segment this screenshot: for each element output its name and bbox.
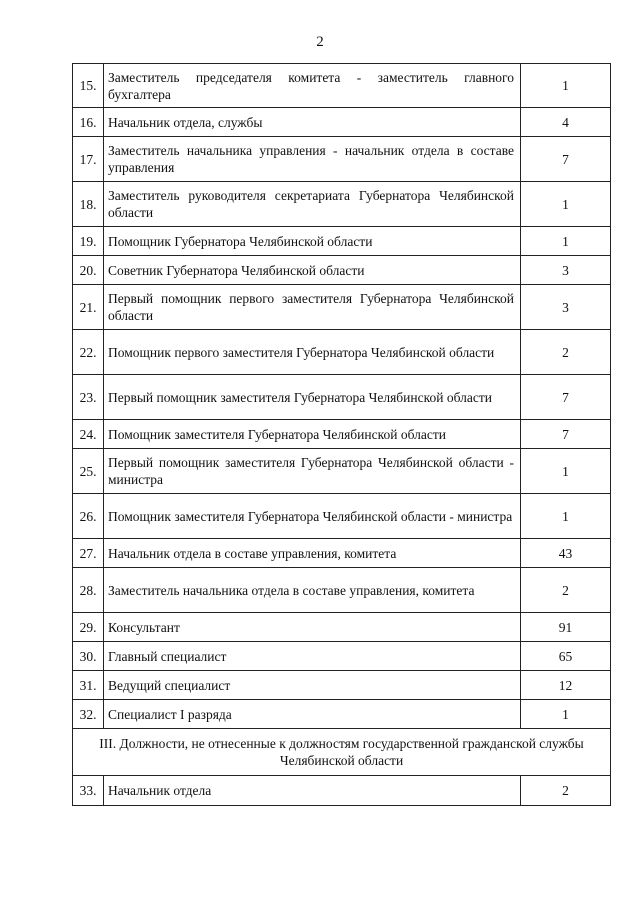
position-count: 3 bbox=[521, 256, 611, 285]
row-number: 32. bbox=[73, 700, 104, 729]
table-row bbox=[73, 256, 611, 285]
section-row bbox=[73, 729, 611, 776]
row-number: 28. bbox=[73, 568, 104, 613]
position-count: 43 bbox=[521, 539, 611, 568]
position-title: Начальник отдела, службы bbox=[104, 108, 521, 137]
row-number: 22. bbox=[73, 330, 104, 375]
row-number: 31. bbox=[73, 671, 104, 700]
position-count: 1 bbox=[521, 700, 611, 729]
page-number: 2 bbox=[316, 34, 324, 50]
position-count: 2 bbox=[521, 330, 611, 375]
row-number: 17. bbox=[73, 137, 104, 182]
row-number: 21. bbox=[73, 285, 104, 330]
position-count: 12 bbox=[521, 671, 611, 700]
position-title: Помощник заместителя Губернатора Челябинской области bbox=[104, 420, 521, 449]
position-title: Первый помощник первого заместителя Губернатора Челябинской области bbox=[104, 285, 521, 330]
position-count: 65 bbox=[521, 642, 611, 671]
table-row bbox=[73, 330, 611, 375]
table-row bbox=[73, 642, 611, 671]
position-count: 1 bbox=[521, 449, 611, 494]
position-title: Специалист I разряда bbox=[104, 700, 521, 729]
table-row bbox=[73, 375, 611, 420]
table-row bbox=[73, 776, 611, 806]
position-title: Помощник заместителя Губернатора Челябинской области - министра bbox=[104, 494, 521, 539]
table-row bbox=[73, 449, 611, 494]
row-number: 33. bbox=[73, 776, 104, 806]
position-count: 3 bbox=[521, 285, 611, 330]
position-title: Заместитель руководителя секретариата Губернатора Челябинской области bbox=[104, 182, 521, 227]
position-title: Первый помощник заместителя Губернатора Челябинской области - министра bbox=[104, 449, 521, 494]
row-number: 18. bbox=[73, 182, 104, 227]
table-row bbox=[73, 64, 611, 108]
position-title: Помощник Губернатора Челябинской области bbox=[104, 227, 521, 256]
position-count: 1 bbox=[521, 64, 611, 108]
row-number: 16. bbox=[73, 108, 104, 137]
position-count: 7 bbox=[521, 137, 611, 182]
row-number: 15. bbox=[73, 64, 104, 108]
position-title: Первый помощник заместителя Губернатора Челябинской области bbox=[104, 375, 521, 420]
section-heading: III. Должности, не отнесенные к должностям государственной гражданской службы Челябинской области bbox=[73, 729, 611, 776]
position-title: Консультант bbox=[104, 613, 521, 642]
position-title: Начальник отдела bbox=[104, 776, 521, 806]
table-row bbox=[73, 108, 611, 137]
row-number: 19. bbox=[73, 227, 104, 256]
table-row bbox=[73, 420, 611, 449]
row-number: 25. bbox=[73, 449, 104, 494]
row-number: 26. bbox=[73, 494, 104, 539]
table-row bbox=[73, 671, 611, 700]
position-count: 2 bbox=[521, 568, 611, 613]
position-title: Советник Губернатора Челябинской области bbox=[104, 256, 521, 285]
position-count: 1 bbox=[521, 494, 611, 539]
position-count: 4 bbox=[521, 108, 611, 137]
table-row bbox=[73, 137, 611, 182]
row-number: 27. bbox=[73, 539, 104, 568]
position-count: 1 bbox=[521, 182, 611, 227]
positions-table-body bbox=[73, 64, 611, 806]
row-number: 29. bbox=[73, 613, 104, 642]
table-row bbox=[73, 182, 611, 227]
row-number: 30. bbox=[73, 642, 104, 671]
position-count: 7 bbox=[521, 375, 611, 420]
positions-table bbox=[72, 63, 611, 806]
position-count: 2 bbox=[521, 776, 611, 806]
position-title: Заместитель председателя комитета - заместитель главного бухгалтера bbox=[104, 64, 521, 108]
table-row bbox=[73, 568, 611, 613]
position-title: Заместитель начальника отдела в составе управления, комитета bbox=[104, 568, 521, 613]
position-title: Главный специалист bbox=[104, 642, 521, 671]
table-row bbox=[73, 539, 611, 568]
table-row bbox=[73, 613, 611, 642]
table-row bbox=[73, 227, 611, 256]
row-number: 23. bbox=[73, 375, 104, 420]
position-title: Помощник первого заместителя Губернатора Челябинской области bbox=[104, 330, 521, 375]
position-title: Ведущий специалист bbox=[104, 671, 521, 700]
position-title: Начальник отдела в составе управления, комитета bbox=[104, 539, 521, 568]
row-number: 20. bbox=[73, 256, 104, 285]
row-number: 24. bbox=[73, 420, 104, 449]
table-row bbox=[73, 700, 611, 729]
position-count: 1 bbox=[521, 227, 611, 256]
position-count: 7 bbox=[521, 420, 611, 449]
table-row bbox=[73, 285, 611, 330]
position-count: 91 bbox=[521, 613, 611, 642]
table-row bbox=[73, 494, 611, 539]
position-title: Заместитель начальника управления - начальник отдела в составе управления bbox=[104, 137, 521, 182]
